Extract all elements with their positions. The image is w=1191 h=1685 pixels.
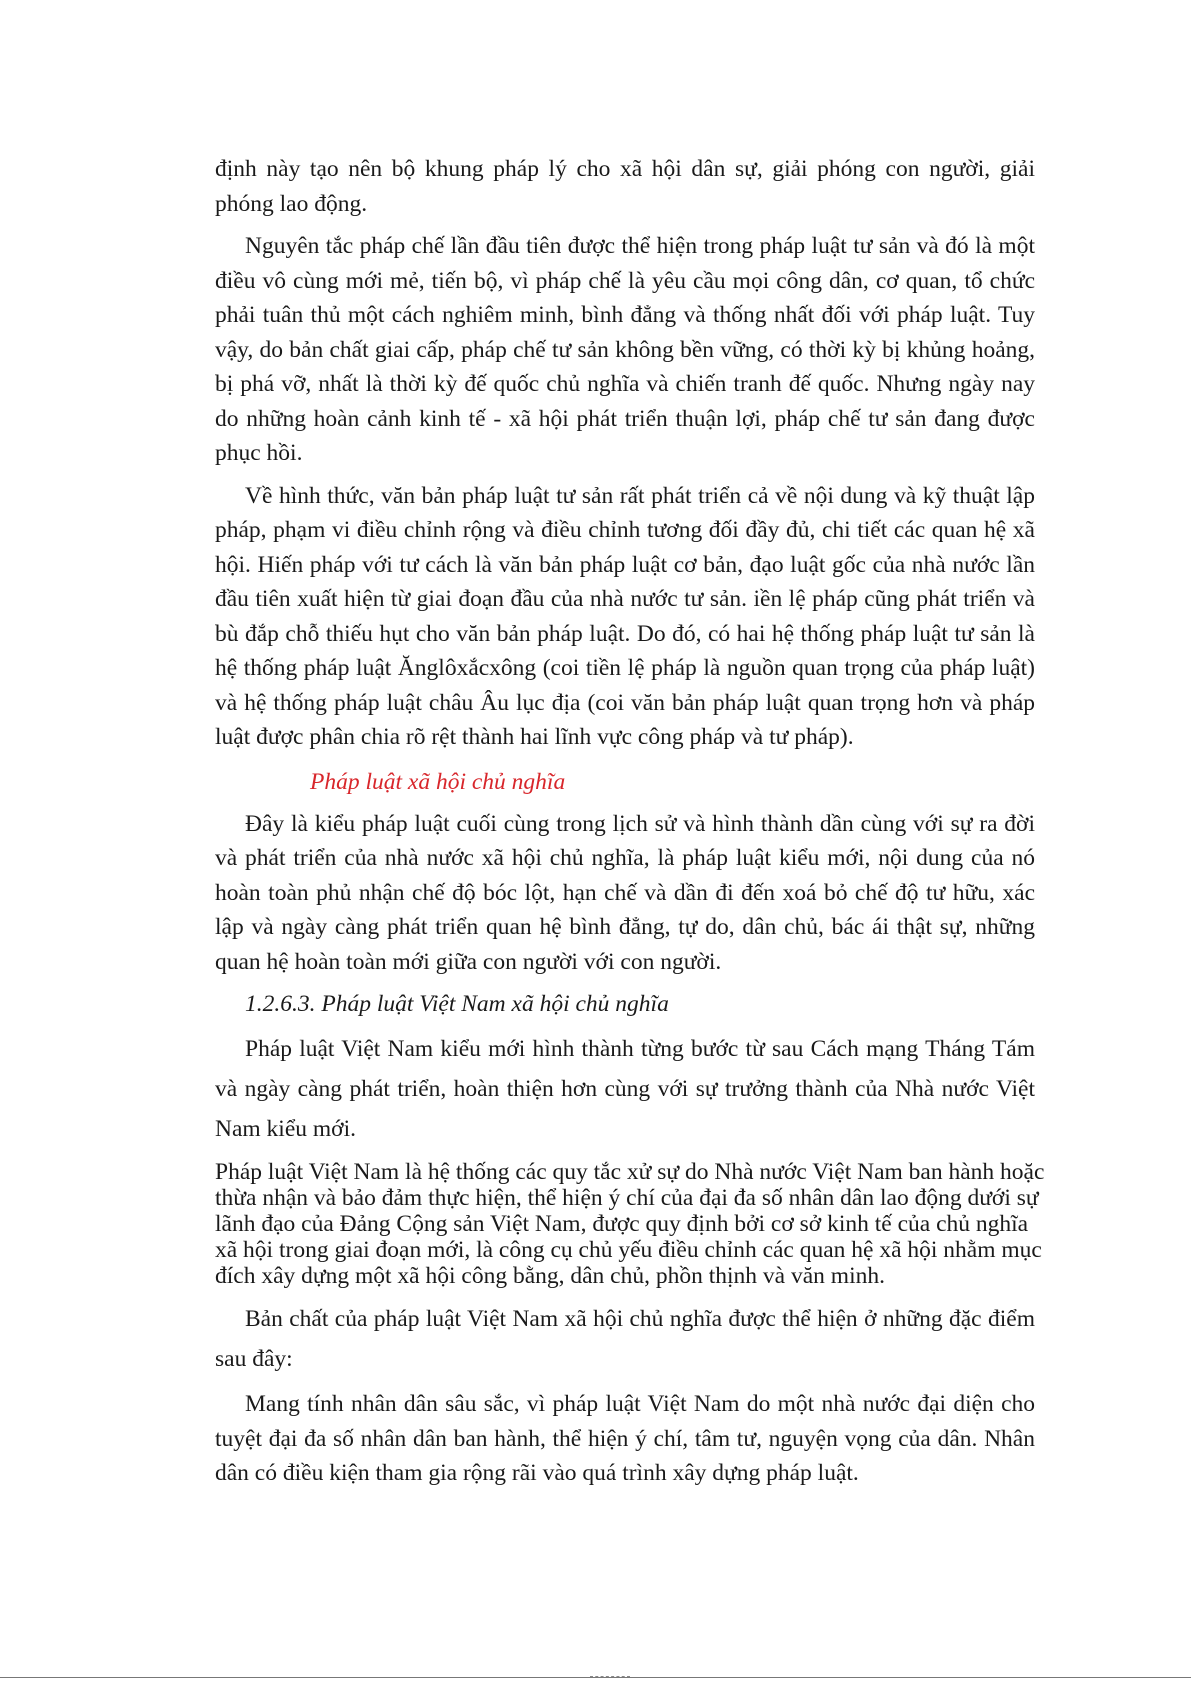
paragraph-nature-intro: Bản chất của pháp luật Việt Nam xã hội chủ nghĩa được thể hiện ở những đặc điểm sau đây: bbox=[215, 1306, 1035, 1372]
section-heading-vietnam-law: 1.2.6.3. Pháp luật Việt Nam xã hội chủ nghĩa bbox=[245, 991, 669, 1017]
section-heading-socialist-law: Pháp luật xã hội chủ nghĩa bbox=[310, 768, 566, 795]
paragraph-vietnam-law-definition: Pháp luật Việt Nam là hệ thống các quy tắc xử sự do Nhà nước Việt Nam ban hành hoặc thừa nhận và bảo đảm thực hiện, thể hiện ý chí của đại đa số nhân dân lao động dưới sự lãnh đạo của Đảng Cộng sản Việt Nam, được quy định bởi cơ sở kinh tế của chủ nghĩa xã hội trong giai đoạn mới, là công cụ chủ yếu điều chỉnh các quan hệ xã hội nhằm mục đích xây dựng một xã hội công bằng, dân chủ, phồn thịnh và văn minh. bbox=[215, 1159, 1045, 1289]
paragraph-legality-principle: Nguyên tắc pháp chế lần đầu tiên được thể hiện trong pháp luật tư sản và đó là một điều vô cùng mới mẻ, tiến bộ, vì pháp chế là yêu cầu mọi công dân, cơ quan, tổ chức phải tuân thủ một cách nghiêm minh, bình đẳng và thống nhất đối với pháp luật. Tuy vậy, do bản chất giai cấp, pháp chế tư sản không bền vững, có thời kỳ bị khủng hoảng, bị phá vỡ, nhất là thời kỳ đế quốc chủ nghĩa và chiến tranh đế quốc. Nhưng ngày nay do những hoàn cảnh kinh tế - xã hội phát triển thuận lợi, pháp chế tư sản đang được phục hồi. bbox=[215, 233, 1035, 466]
footer-mark bbox=[590, 1676, 630, 1681]
paragraph-socialist-law: Đây là kiểu pháp luật cuối cùng trong lịch sử và hình thành dần cùng với sự ra đời và phát triển của nhà nước xã hội chủ nghĩa, là pháp luật kiểu mới, nội dung của nó hoàn toàn phủ nhận chế độ bóc lột, hạn chế và dần đi đến xoá bỏ chế độ tư hữu, xác lập và ngày càng phát triển quan hệ bình đẳng, tự do, dân chủ, bác ái thật sự, những quan hệ hoàn toàn mới giữa con người với con người. bbox=[215, 810, 1035, 975]
paragraph-people-character: Mang tính nhân dân sâu sắc, vì pháp luật Việt Nam do một nhà nước đại diện cho tuyệt đại đa số nhân dân ban hành, thể hiện ý chí, tâm tư, nguyện vọng của dân. Nhân dân có điều kiện tham gia rộng rãi vào quá trình xây dựng pháp luật. bbox=[215, 1391, 1035, 1486]
paragraph-continuation: định này tạo nên bộ khung pháp lý cho xã hội dân sự, giải phóng con người, giải phóng lao động. bbox=[215, 156, 1035, 217]
document-page bbox=[215, 152, 1045, 1491]
paragraph-vietnam-law-origin: Pháp luật Việt Nam kiểu mới hình thành từng bước từ sau Cách mạng Tháng Tám và ngày càng phát triển, hoàn thiện hơn cùng với sự trưởng thành của Nhà nước Việt Nam kiểu mới. bbox=[215, 1036, 1035, 1142]
paragraph-legal-form: Về hình thức, văn bản pháp luật tư sản rất phát triển cả về nội dung và kỹ thuật lập pháp, phạm vi điều chỉnh rộng và điều chỉnh tương đối đầy đủ, chi tiết các quan hệ xã hội. Hiến pháp với tư cách là văn bản pháp luật cơ bản, đạo luật gốc của nhà nước lần đầu tiên xuất hiện từ giai đoạn đầu của nhà nước tư sản. iền lệ pháp cũng phát triển và bù đắp chỗ thiếu hụt cho văn bản pháp luật. Do đó, có hai hệ thống pháp luật tư sản là hệ thống pháp luật Ănglôxắcxông (coi tiền lệ pháp là nguồn quan trọng của pháp luật) và hệ thống pháp luật châu Âu lục địa (coi văn bản pháp luật quan trọng hơn và pháp luật được phân chia rõ rệt thành hai lĩnh vực công pháp và tư pháp). bbox=[215, 482, 1035, 750]
